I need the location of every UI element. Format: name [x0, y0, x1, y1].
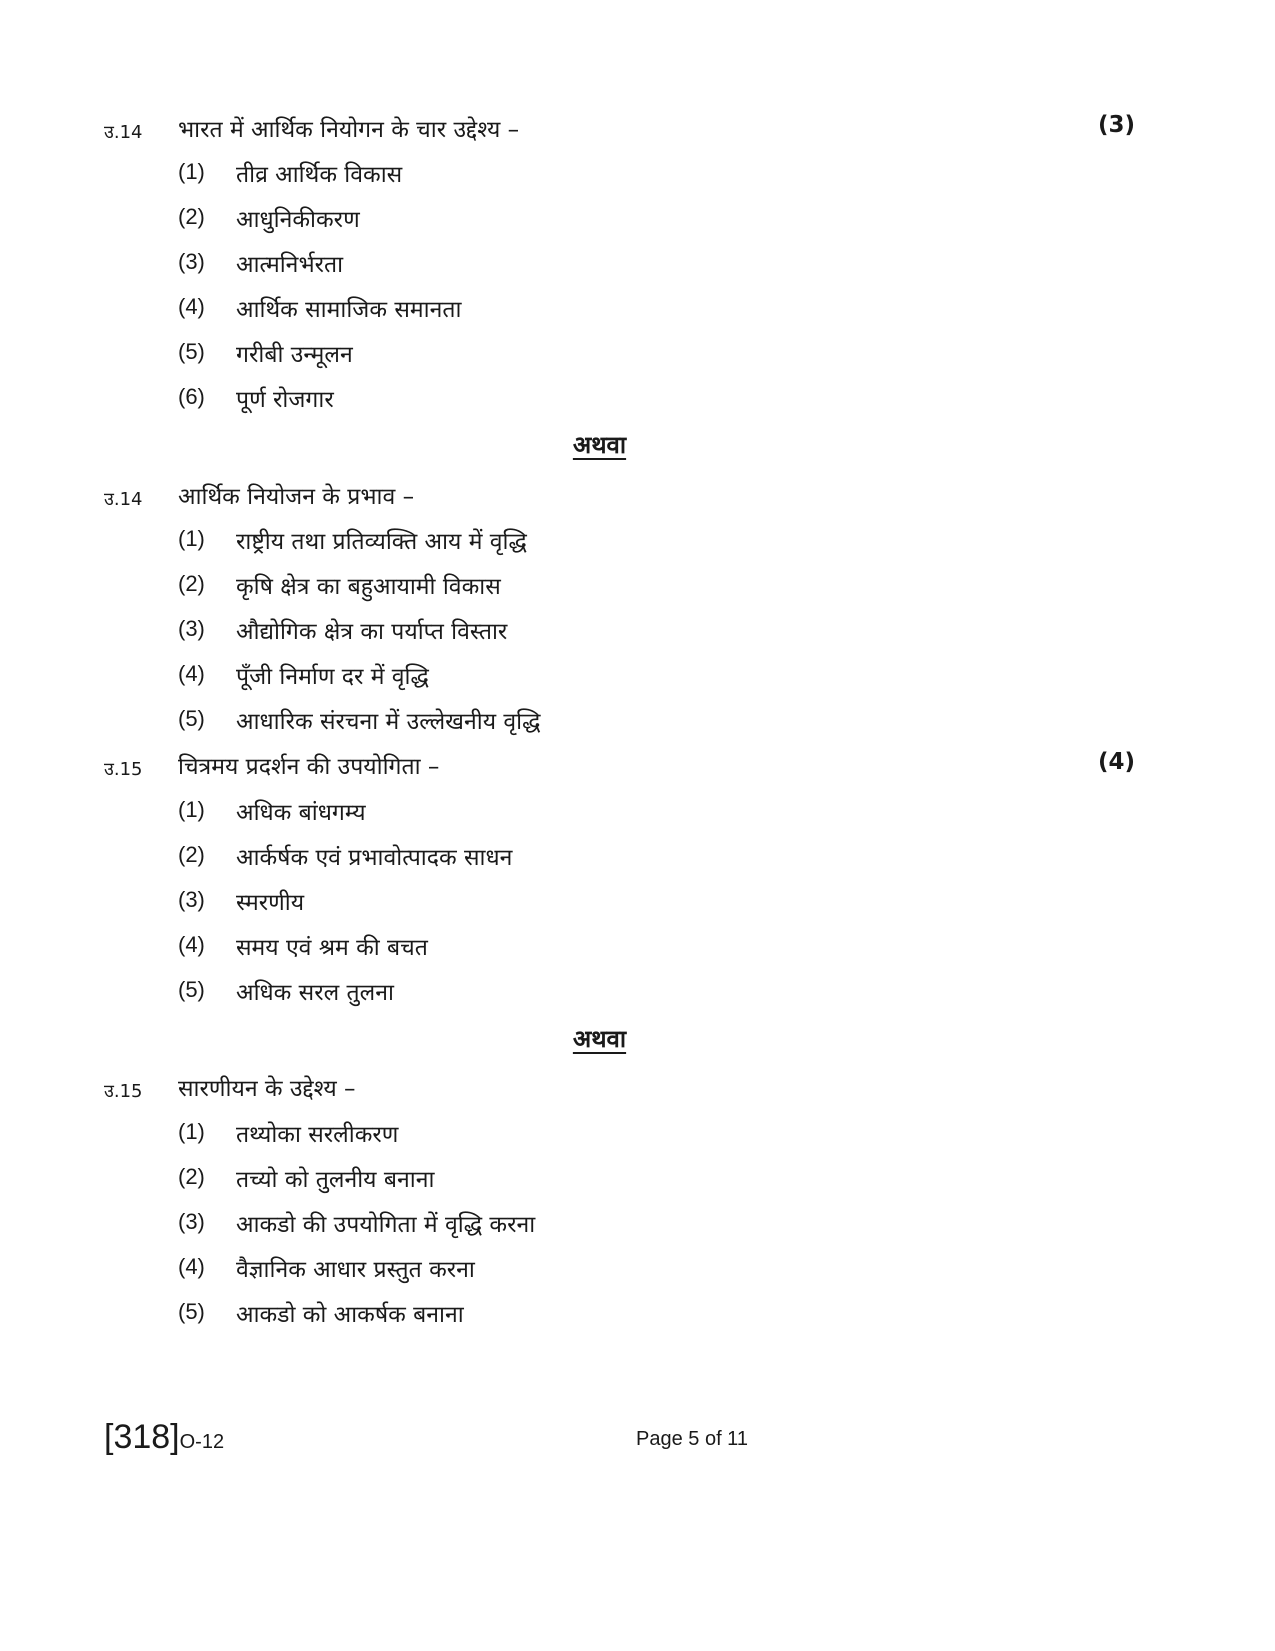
list-item — [0, 840, 1275, 880]
item-number: (4) — [178, 1254, 205, 1279]
list-item — [0, 1162, 1275, 1202]
item-text: राष्ट्रीय तथा प्रतिव्यक्ति आय में वृद्धि — [236, 529, 527, 555]
question-marks: (3) — [1097, 112, 1135, 138]
item-text: पूँजी निर्माण दर में वृद्धि — [236, 664, 429, 690]
list-item — [0, 930, 1275, 970]
item-text: तच्यो को तुलनीय बनाना — [236, 1167, 435, 1193]
item-text: आकडो को आकर्षक बनाना — [236, 1302, 464, 1328]
question-header — [0, 479, 1275, 519]
list-item — [0, 1252, 1275, 1292]
item-text: अधिक बांधगम्य — [236, 800, 366, 826]
item-number: (5) — [178, 706, 205, 731]
item-number: (1) — [178, 159, 205, 184]
item-text: तथ्योका सरलीकरण — [236, 1122, 399, 1148]
paper-code-main: [318] — [104, 1418, 180, 1456]
item-number: (4) — [178, 294, 205, 319]
list-item — [0, 795, 1275, 835]
or-label: अथवा — [572, 431, 627, 459]
item-text: स्मरणीय — [236, 890, 305, 916]
item-text: आधारिक संरचना में उल्लेखनीय वृद्धि — [236, 709, 541, 735]
list-item — [0, 885, 1275, 925]
question-number: उ.15 — [104, 759, 143, 780]
list-item — [0, 659, 1275, 699]
question-header — [0, 112, 1275, 152]
item-text: कृषि क्षेत्र का बहुआयामी विकास — [236, 574, 501, 600]
list-item — [0, 975, 1275, 1015]
question-marks: (4) — [1097, 749, 1135, 775]
list-item — [0, 1207, 1275, 1247]
or-heading — [0, 428, 1275, 461]
or-heading — [0, 1022, 1275, 1055]
question-title: आर्थिक नियोजन के प्रभाव – — [178, 484, 415, 510]
list-item — [0, 704, 1275, 744]
item-text: अधिक सरल तुलना — [236, 980, 394, 1006]
question-title: सारणीयन के उद्देश्य – — [178, 1076, 356, 1102]
item-text: समय एवं श्रम की बचत — [236, 935, 428, 961]
item-text: वैज्ञानिक आधार प्रस्तुत करना — [236, 1257, 475, 1283]
item-number: (5) — [178, 977, 205, 1002]
list-item — [0, 247, 1275, 287]
item-number: (5) — [178, 339, 205, 364]
list-item — [0, 337, 1275, 377]
question-header — [0, 749, 1275, 789]
list-item — [0, 202, 1275, 242]
list-item — [0, 292, 1275, 332]
item-number: (3) — [178, 249, 205, 274]
item-number: (1) — [178, 797, 205, 822]
question-number: उ.14 — [104, 489, 143, 510]
list-item — [0, 1117, 1275, 1157]
list-item — [0, 614, 1275, 654]
item-number: (5) — [178, 1299, 205, 1324]
page-number: Page 5 of 11 — [636, 1428, 748, 1450]
item-text: आत्मनिर्भरता — [236, 252, 344, 278]
item-text: औद्योगिक क्षेत्र का पर्याप्त विस्तार — [236, 619, 508, 645]
or-label: अथवा — [572, 1025, 627, 1053]
item-text: आर्थिक सामाजिक समानता — [236, 297, 462, 323]
item-text: तीव्र आर्थिक विकास — [236, 162, 403, 188]
item-number: (4) — [178, 661, 205, 686]
item-number: (4) — [178, 932, 205, 957]
item-text: आधुनिकीकरण — [236, 207, 360, 233]
question-number: उ.14 — [104, 122, 143, 143]
item-number: (6) — [178, 384, 205, 409]
item-number: (3) — [178, 1209, 205, 1234]
item-number: (2) — [178, 842, 205, 867]
question-header — [0, 1071, 1275, 1111]
item-text: आर्कर्षक एवं प्रभावोत्पादक साधन — [236, 845, 513, 871]
question-title: चित्रमय प्रदर्शन की उपयोगिता – — [178, 754, 440, 780]
item-text: पूर्ण रोजगार — [236, 387, 334, 413]
question-number: उ.15 — [104, 1081, 143, 1102]
item-number: (2) — [178, 571, 205, 596]
question-title: भारत में आर्थिक नियोगन के चार उद्देश्य – — [178, 117, 520, 143]
item-text: आकडो की उपयोगिता में वृद्धि करना — [236, 1212, 536, 1238]
item-number: (1) — [178, 526, 205, 551]
item-number: (1) — [178, 1119, 205, 1144]
list-item — [0, 1297, 1275, 1337]
item-text: गरीबी उन्मूलन — [236, 342, 353, 368]
list-item — [0, 382, 1275, 422]
paper-code — [104, 1418, 224, 1457]
item-number: (2) — [178, 204, 205, 229]
item-number: (3) — [178, 616, 205, 641]
paper-code-sub: O-12 — [179, 1431, 225, 1453]
item-number: (3) — [178, 887, 205, 912]
item-number: (2) — [178, 1164, 205, 1189]
list-item — [0, 524, 1275, 564]
list-item — [0, 157, 1275, 197]
list-item — [0, 569, 1275, 609]
